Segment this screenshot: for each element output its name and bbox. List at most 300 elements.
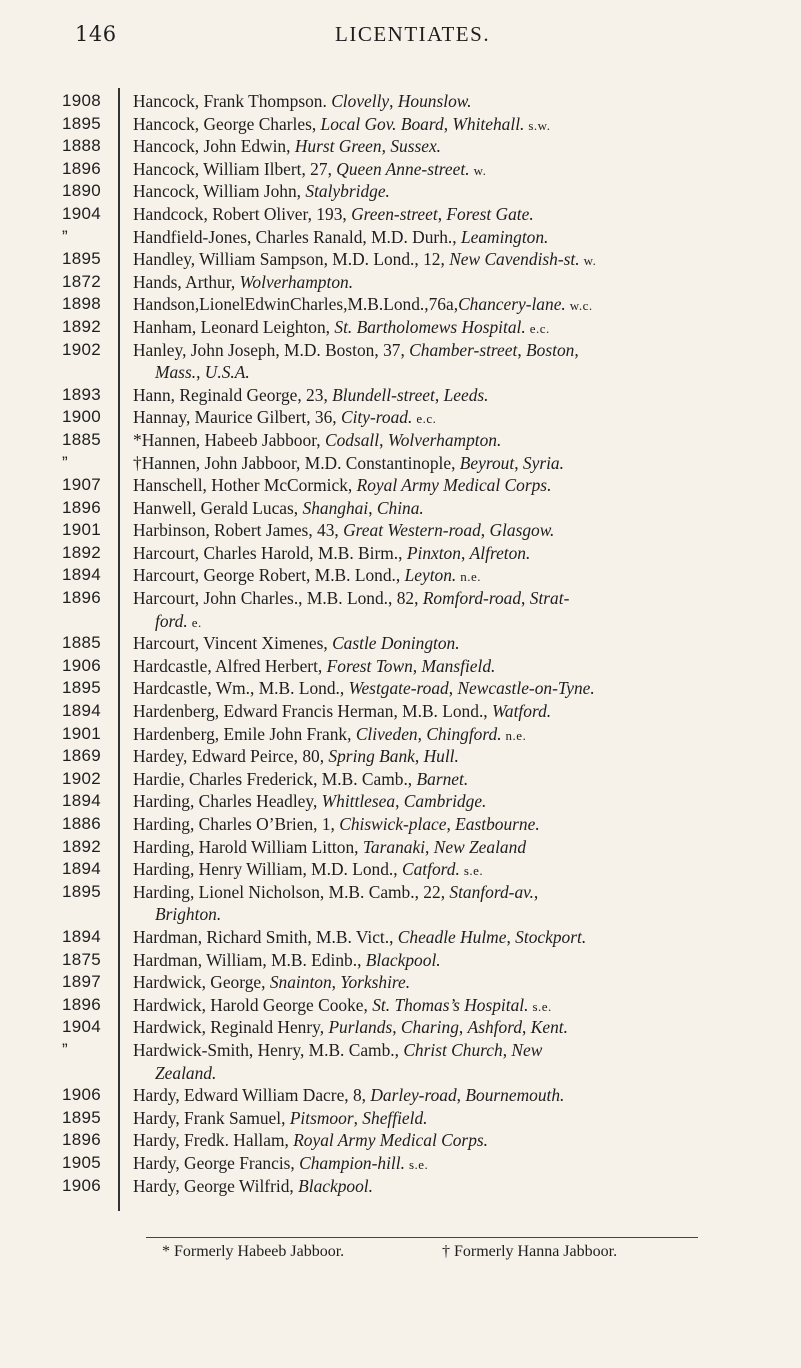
entry-text — [133, 497, 424, 520]
entry-row — [0, 971, 801, 994]
entry-text — [133, 271, 353, 294]
entry-place: Westgate-road — [348, 678, 449, 699]
entry-row — [0, 1039, 801, 1084]
entry-text: , — [448, 678, 458, 699]
entry-text: , — [353, 1107, 363, 1128]
entry-text: Harding, Harold William Litton, — [133, 836, 363, 857]
entry-text — [133, 994, 552, 1019]
entry-place: Purlands — [328, 1017, 393, 1038]
entry-text: Hancock, William Ilbert, 27, — [133, 158, 337, 179]
entry-year: 1906 — [62, 1085, 102, 1105]
entry-row — [0, 429, 801, 452]
entry-place: China. — [376, 497, 424, 518]
footnote-asterisk: * Formerly Habeeb Jabboor. — [162, 1243, 345, 1260]
entry-text: Hardwick-Smith, Henry, M.B. Camb., — [133, 1039, 404, 1060]
entry-year: 1895 — [62, 678, 102, 698]
entry-text: Hardcastle, Alfred Herbert, — [133, 655, 327, 676]
entry-place: St. Bartholomews Hospital. — [334, 316, 526, 337]
entry-text: Harding, Charles O’Brien, 1, — [133, 814, 340, 834]
entry-place: Pinxton — [406, 542, 461, 563]
entry-text: Hardcastle, Wm., M.B. Lond., — [133, 678, 349, 699]
entry-text: Harcourt, George Robert, M.B. Lond., — [133, 565, 405, 586]
entry-text: , — [417, 723, 427, 744]
entry-place: Clovelly — [331, 91, 390, 111]
entry-text: *Hannen, Habeeb Jabboor, — [133, 429, 325, 450]
entry-year: 1906 — [62, 1175, 102, 1195]
entry-text: Hancock, George Charles, — [133, 113, 321, 134]
entry-text: Hanham, Leonard Leighton, — [133, 316, 335, 337]
entry-place: Mansfield. — [421, 655, 496, 676]
entry-place: Chamber-street — [409, 339, 518, 360]
entry-text — [133, 677, 595, 700]
entry-year: ” — [62, 1039, 68, 1059]
entry-row — [0, 858, 801, 881]
entry-text — [133, 293, 593, 318]
postal-district: s.e. — [463, 863, 484, 879]
entry-place: Royal Army Medical Corps. — [356, 475, 552, 496]
entry-year: 1904 — [62, 1017, 102, 1037]
entry-place: Sheffield. — [362, 1107, 428, 1128]
postal-district: e.c. — [416, 411, 437, 427]
entry-row — [0, 180, 801, 203]
entry-text: Hardy, George Wilfrid, — [133, 1175, 299, 1196]
entry-year: 1902 — [62, 768, 102, 788]
entry-year: 1895 — [62, 249, 102, 269]
postal-district: n.e. — [505, 727, 527, 743]
entry-place: Wolverhampton. — [387, 429, 502, 450]
entry-text — [133, 384, 489, 407]
entry-text — [133, 1129, 488, 1152]
entry-year: 1894 — [62, 565, 102, 585]
entry-text: Harcourt, Vincent Ximenes, — [133, 633, 333, 654]
entry-text: , — [460, 542, 470, 563]
entry-text: Hardie, Charles Frederick, M.B. Camb., — [133, 768, 417, 789]
entry-text — [133, 158, 486, 183]
entry-text — [133, 790, 486, 813]
entry-row — [0, 113, 801, 136]
entry-place: Pitsmoor — [289, 1107, 354, 1128]
entry-text — [133, 768, 468, 791]
entry-row — [0, 474, 801, 497]
footnote-dagger: † Formerly Hanna Jabboor. — [442, 1243, 618, 1260]
entry-year: 1906 — [62, 655, 102, 675]
entry-text: Hardwick, George, — [133, 972, 270, 993]
entry-row — [0, 587, 801, 632]
entry-text: Hanwell, Gerald Lucas, — [133, 497, 303, 518]
entry-text: , — [389, 91, 398, 111]
entry-row — [0, 452, 801, 475]
entry-year: 1907 — [62, 475, 102, 495]
entry-text: Hardy, Fredk. Hallam, — [133, 1130, 294, 1151]
entry-row — [0, 564, 801, 587]
entry-place: Brighton. — [155, 904, 222, 925]
entry-row — [0, 790, 801, 813]
footnote-rule — [146, 1237, 698, 1238]
entry-place: Chancery-lane. — [458, 294, 566, 315]
entry-continuation — [133, 903, 538, 926]
entry-row — [0, 271, 801, 294]
entry-place: Alfreton. — [469, 542, 531, 563]
entry-year: 1890 — [62, 181, 102, 201]
entry-place: Boston, — [526, 339, 579, 360]
entry-place: Yorkshire. — [340, 972, 411, 993]
entry-year: 1908 — [62, 91, 102, 110]
entry-year: 1886 — [62, 814, 102, 833]
entry-text — [133, 135, 441, 158]
entry-text — [133, 316, 550, 341]
entry-place: Champion-hill. — [299, 1152, 405, 1173]
entry-year: 1875 — [62, 949, 102, 969]
entry-place: Chiswick-place — [339, 814, 447, 834]
entry-place: New — [511, 1039, 543, 1060]
entry-text: Hancock, William John, — [133, 181, 306, 202]
entry-text — [133, 1016, 568, 1039]
entry-text: , — [392, 1017, 401, 1038]
entry-text: Hancock, Frank Thompson. — [133, 91, 332, 111]
entry-place: Ashford — [467, 1017, 523, 1038]
entry-text: , — [446, 814, 456, 834]
entry-place: Hounslow. — [397, 91, 472, 111]
entry-row — [0, 293, 801, 316]
entry-year: 1892 — [62, 542, 102, 562]
entry-year: 1885 — [62, 633, 102, 653]
postal-district: w. — [583, 253, 597, 269]
postal-district: w.c. — [569, 298, 593, 314]
entry-place: Bournemouth. — [465, 1085, 565, 1106]
entry-place: ford. — [155, 610, 188, 631]
entry-text — [133, 1039, 542, 1084]
entry-text: , — [434, 384, 444, 405]
entry-place: Zealand. — [155, 1062, 217, 1083]
entry-place: Stanford-av. — [449, 881, 534, 902]
entry-continuation — [133, 610, 569, 635]
entry-text — [133, 452, 564, 475]
entry-row — [0, 497, 801, 520]
entry-place: Christ Church — [403, 1039, 503, 1060]
entry-text: , — [443, 113, 453, 134]
entry-text: Handson,LionelEdwinCharles,M.B.Lond.,76a, — [133, 294, 459, 315]
entry-row — [0, 1016, 801, 1039]
entry-year: 1896 — [62, 994, 102, 1014]
entry-year: ” — [62, 452, 68, 472]
entry-text: Hardey, Edward Peirce, 80, — [133, 746, 329, 767]
entry-year: 1901 — [62, 723, 102, 743]
entry-text — [133, 858, 483, 883]
entry-text: Handley, William Sampson, M.D. Lond., 12, — [133, 249, 450, 270]
entry-text: , — [456, 1085, 466, 1106]
entry-year: 1898 — [62, 294, 102, 314]
entry-row — [0, 655, 801, 678]
entry-text — [133, 1107, 428, 1130]
entry-row — [0, 836, 801, 859]
entry-year: 1896 — [62, 497, 102, 517]
entry-row — [0, 316, 801, 339]
entry-text: Harding, Henry William, M.D. Lond., — [133, 859, 402, 880]
entry-text — [133, 926, 586, 949]
entry-row — [0, 384, 801, 407]
entry-year: 1894 — [62, 926, 102, 946]
entry-text — [133, 1084, 564, 1107]
entry-row — [0, 406, 801, 429]
entry-text — [133, 700, 551, 723]
entry-year: 1896 — [62, 1130, 102, 1150]
entry-text: Hardwick, Reginald Henry, — [133, 1017, 329, 1038]
entry-continuation — [133, 361, 579, 384]
entry-place: Whitehall. — [452, 113, 525, 134]
entry-text — [133, 113, 550, 138]
entry-text: Handcock, Robert Oliver, 193, — [133, 203, 352, 224]
entry-row — [0, 90, 801, 113]
entry-place: Forest Gate. — [446, 203, 534, 224]
entry-place: Catford. — [401, 859, 460, 880]
entry-place: New Cavendish-st. — [449, 249, 580, 270]
entry-text: Hardenberg, Edward Francis Herman, M.B. Lond., — [133, 701, 492, 722]
entry-year: 1900 — [62, 407, 102, 427]
entry-row — [0, 542, 801, 565]
entry-row — [0, 745, 801, 768]
entry-place: Glasgow. — [489, 520, 555, 541]
entry-list — [0, 90, 801, 1197]
entry-row — [0, 158, 801, 181]
entry-text: Hardy, George Francis, — [133, 1152, 300, 1173]
entry-text — [133, 881, 538, 926]
entry-text — [133, 655, 495, 678]
entry-year: 1897 — [62, 972, 102, 992]
entry-place: St. Thomas’s Hospital. — [372, 994, 529, 1015]
page-number: 146 — [75, 22, 117, 46]
entry-row — [0, 1152, 801, 1175]
entry-text: Hannay, Maurice Gilbert, 36, — [133, 407, 341, 428]
entry-text: Hanschell, Hother McCormick, — [133, 475, 357, 496]
entry-place: Codsall — [324, 429, 380, 450]
postal-district: e. — [191, 614, 202, 630]
entry-text: , — [502, 1039, 512, 1060]
entry-text — [133, 203, 534, 226]
entry-place: Charing — [400, 1017, 459, 1038]
entry-text — [133, 745, 459, 768]
entry-place: Cambridge. — [403, 791, 487, 812]
entry-row — [0, 339, 801, 384]
entry-text — [133, 632, 460, 655]
entry-text: Harbinson, Robert James, 43, — [133, 520, 344, 541]
postal-district: n.e. — [460, 569, 482, 585]
entry-text — [133, 180, 390, 203]
postal-district: e.c. — [529, 320, 550, 336]
entry-row — [0, 677, 801, 700]
entry-place: Darley-road — [370, 1085, 457, 1106]
entry-year: 1869 — [62, 746, 102, 766]
entry-row — [0, 768, 801, 791]
entry-row — [0, 1084, 801, 1107]
entry-place: Barnet. — [416, 768, 469, 789]
entry-place: Stockport. — [515, 926, 587, 947]
entry-text — [133, 542, 530, 565]
entry-year: 1888 — [62, 136, 102, 156]
entry-year: 1895 — [62, 113, 102, 133]
entry-place: Beyrout — [459, 452, 515, 473]
entry-place: Green-street — [351, 203, 438, 224]
entry-row — [0, 926, 801, 949]
entry-place: Cheadle Hulme — [397, 926, 507, 947]
entry-row — [0, 813, 801, 836]
entry-place: Whittlesea — [321, 791, 396, 812]
entry-place: Royal Army Medical Corps. — [293, 1130, 488, 1151]
entry-row — [0, 135, 801, 158]
entry-place: Hull. — [423, 746, 459, 767]
entry-place: Romford-road — [422, 588, 522, 609]
entry-year: 1892 — [62, 316, 102, 336]
entry-row — [0, 632, 801, 655]
entry-row — [0, 881, 801, 926]
entry-place: Eastbourne. — [455, 814, 540, 834]
entry-text: , — [412, 655, 422, 676]
entry-text: Hancock, John Edwin, — [133, 136, 295, 157]
entry-text: , — [533, 881, 539, 902]
entry-place: Sussex. — [390, 136, 442, 157]
entry-text — [133, 474, 551, 497]
entry-text — [133, 519, 554, 542]
entry-text: , — [506, 926, 516, 947]
entry-row — [0, 248, 801, 271]
entry-row — [0, 1175, 801, 1198]
entry-place: Newcastle-on-Tyne. — [457, 678, 595, 699]
entry-place: Watford. — [492, 701, 552, 722]
postal-district: s.w. — [528, 117, 551, 133]
entry-year: 1894 — [62, 791, 102, 811]
entry-text — [133, 339, 579, 384]
entry-row — [0, 203, 801, 226]
entry-text: Hands, Arthur, — [133, 271, 240, 292]
entry-year: 1894 — [62, 859, 102, 879]
entry-text — [133, 723, 526, 748]
entry-place: Hurst Green — [294, 136, 382, 157]
entry-text — [133, 1175, 373, 1198]
entry-row — [0, 1107, 801, 1130]
entry-year: 1901 — [62, 520, 102, 540]
entry-text: , — [331, 972, 341, 993]
entry-text: , — [381, 136, 391, 157]
entry-text: Hardy, Edward William Dacre, 8, — [133, 1085, 371, 1106]
entry-place: Local Gov. Board — [320, 113, 444, 134]
entry-year: 1895 — [62, 1107, 102, 1127]
entry-place: Kent. — [530, 1017, 568, 1038]
entry-text: Harding, Lionel Nicholson, M.B. Camb., 22, — [133, 881, 450, 902]
postal-district: s.e. — [532, 998, 552, 1014]
running-head: LICENTIATES. — [335, 22, 491, 46]
entry-text: , — [425, 836, 434, 857]
entry-place: Chingford. — [426, 723, 502, 744]
entry-text: Hann, Reginald George, 23, — [133, 384, 333, 405]
entry-place: Queen Anne-street. — [336, 158, 470, 179]
entry-place: Mass. — [155, 362, 197, 383]
entry-text: Handfield-Jones, Charles Ranald, M.D. Durh., — [133, 226, 461, 247]
entry-place: Snainton — [269, 972, 332, 993]
entry-row — [0, 723, 801, 746]
entry-row — [0, 519, 801, 542]
entry-text — [133, 90, 471, 113]
entry-text: Hardman, Richard Smith, M.B. Vict., — [133, 926, 398, 947]
entry-text: Hanley, John Joseph, M.D. Boston, 37, — [133, 339, 410, 360]
entry-year: 1896 — [62, 158, 102, 178]
entry-text: , — [521, 588, 530, 609]
entry-text: †Hannen, John Jabboor, M.D. Constantinople, — [133, 452, 460, 473]
entry-year: 1904 — [62, 203, 102, 223]
entry-text: , — [514, 452, 523, 473]
entry-row — [0, 949, 801, 972]
entry-place: Leeds. — [443, 384, 489, 405]
entry-text: Hardwick, Harold George Cooke, — [133, 994, 373, 1015]
entry-text — [133, 1152, 428, 1177]
entry-row — [0, 700, 801, 723]
entry-text: , — [522, 1017, 531, 1038]
entry-year: 1893 — [62, 384, 102, 404]
entry-text — [133, 406, 436, 431]
entry-year: 1885 — [62, 429, 102, 449]
entry-place: Syria. — [522, 452, 564, 473]
entry-row — [0, 1129, 801, 1152]
entry-place: Wolverhampton. — [239, 271, 354, 292]
entry-continuation — [133, 1062, 542, 1085]
entry-place: Leamington. — [460, 226, 549, 247]
entry-text: , — [379, 429, 388, 450]
entry-year: 1892 — [62, 836, 102, 856]
entry-text: , — [517, 339, 527, 360]
entry-text — [133, 949, 441, 972]
entry-place: U.S.A. — [204, 362, 250, 383]
entry-year: 1902 — [62, 339, 102, 359]
entry-text: Hardenberg, Emile John Frank, — [133, 723, 356, 744]
entry-text: Hardman, William, M.B. Edinb., — [133, 949, 366, 970]
entry-text: Harding, Charles Headley, — [133, 791, 322, 812]
postal-district: w. — [473, 162, 487, 178]
entry-year: 1896 — [62, 588, 102, 608]
entry-place: Cliveden — [355, 723, 418, 744]
entry-text: Hardy, Frank Samuel, — [133, 1107, 290, 1128]
entry-place: Forest Town — [326, 655, 413, 676]
entry-place: New Zealand — [433, 836, 527, 857]
entry-place: Great Western-road — [343, 520, 481, 541]
entry-text: , — [458, 1017, 468, 1038]
entry-text — [133, 564, 481, 589]
entry-place: City-road. — [340, 407, 413, 428]
entry-place: Castle Donington. — [332, 633, 460, 654]
entry-text — [133, 971, 410, 994]
entry-text: , — [196, 362, 205, 383]
entry-text — [133, 429, 501, 452]
entry-place: Blackpool. — [365, 949, 441, 970]
entry-place: Taranaki — [362, 836, 426, 857]
entry-text: , — [395, 791, 404, 812]
entry-year: 1895 — [62, 881, 102, 901]
entry-text: Harcourt, John Charles., M.B. Lond., 82, — [133, 588, 423, 609]
entry-year: 1894 — [62, 701, 102, 721]
entry-row — [0, 994, 801, 1017]
entry-text — [133, 813, 540, 836]
entry-place: Leyton. — [404, 565, 457, 586]
entry-text: , — [480, 520, 490, 541]
entry-text — [133, 836, 526, 859]
entry-text — [133, 248, 596, 273]
entry-text — [133, 587, 569, 634]
entry-year: ” — [62, 226, 68, 246]
entry-place: Shanghai — [302, 497, 369, 518]
entry-year: 1905 — [62, 1152, 102, 1172]
entry-text: , — [437, 203, 447, 224]
entry-text — [133, 226, 548, 249]
entry-place: Strat- — [529, 588, 570, 609]
entry-text: , — [368, 497, 377, 518]
entry-place: Spring Bank — [328, 746, 415, 767]
